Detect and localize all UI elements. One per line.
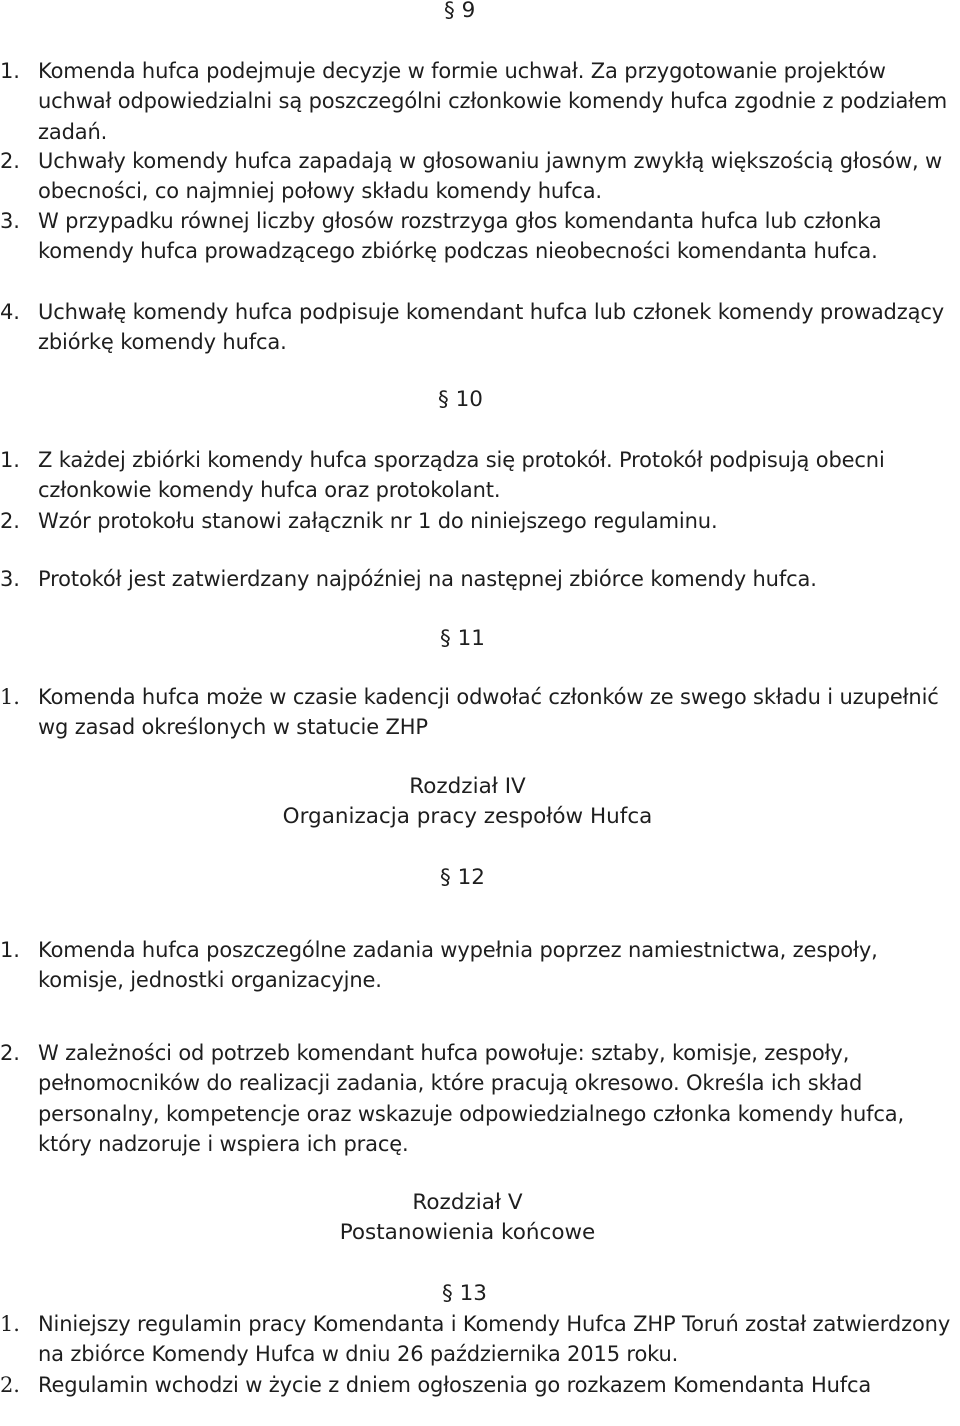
list-item (0, 935, 960, 996)
list-item (0, 1370, 960, 1400)
list-item (0, 56, 960, 147)
item-number: 2. (0, 149, 20, 173)
item-text: Protokół jest zatwierdzany najpóźniej na następnej zbiórce komendy hufca. (38, 567, 817, 591)
list-item (0, 445, 960, 506)
section-heading-10: § 10 (438, 387, 483, 412)
item-number: 3. (0, 209, 20, 233)
chapter-title: Rozdział IV (409, 774, 526, 799)
list-item (0, 146, 960, 207)
section-heading-12: § 12 (440, 865, 485, 890)
section-heading-9: § 9 (444, 0, 476, 23)
item-number: 1. (0, 59, 20, 83)
item-number: 2. (0, 1373, 20, 1397)
item-text: Wzór protokołu stanowi załącznik nr 1 do niniejszego regulaminu. (38, 509, 718, 533)
item-text: Komenda hufca podejmuje decyzje w formie uchwał. Za przygotowanie projektów uchwał odpowiedzialni są poszczególni członkowie komendy hufca zgodnie z podziałem zadań. (38, 59, 948, 144)
item-text: W zależności od potrzeb komendant hufca powołuje: sztaby, komisje, zespoły, pełnomocników do realizacji zadania, które pracują okresowo. Określa ich skład personalny, kompetencje oraz wskazuje odpowiedzialnego członka komendy hufca, który nadzoruje i wspiera ich pracę. (38, 1041, 904, 1157)
list-item (0, 564, 960, 594)
list-item (0, 297, 960, 358)
item-text: Regulamin wchodzi w życie z dniem ogłoszenia go rozkazem Komendanta Hufca (38, 1373, 872, 1397)
section-heading-13: § 13 (442, 1281, 487, 1306)
list-item (0, 1309, 960, 1370)
chapter-title: Rozdział V (412, 1190, 523, 1215)
item-number: 1. (0, 1312, 20, 1336)
item-number: 2. (0, 1041, 20, 1065)
item-text: Z każdej zbiórki komendy hufca sporządza się protokół. Protokół podpisują obecni członkowie komendy hufca oraz protokolant. (38, 448, 885, 503)
chapter-subtitle: Organizacja pracy zespołów Hufca (282, 804, 653, 829)
list-item (0, 682, 960, 743)
item-text: W przypadku równej liczby głosów rozstrzyga głos komendanta hufca lub członka komendy hufca prowadzącego zbiórkę podczas nieobecności komendanta hufca. (38, 209, 882, 264)
list-item (0, 506, 960, 536)
item-text: Komenda hufca może w czasie kadencji odwołać członków ze swego składu i uzupełnić wg zasad określonych w statucie ZHP (38, 685, 939, 740)
item-number: 3. (0, 567, 20, 591)
list-item (0, 1038, 960, 1160)
list-item (0, 206, 960, 267)
section-heading-11: § 11 (440, 626, 485, 651)
item-number: 1. (0, 448, 20, 472)
item-text: Uchwały komendy hufca zapadają w głosowaniu jawnym zwykłą większością głosów, w obecności, co najmniej połowy składu komendy hufca. (38, 149, 943, 204)
item-number: 1. (0, 685, 20, 709)
item-number: 2. (0, 509, 20, 533)
item-text: Niniejszy regulamin pracy Komendanta i Komendy Hufca ZHP Toruń został zatwierdzony na zbiórce Komendy Hufca w dniu 26 października 2015 roku. (38, 1312, 951, 1367)
item-text: Komenda hufca poszczególne zadania wypełnia poprzez namiestnictwa, zespoły, komisje, jednostki organizacyjne. (38, 938, 878, 993)
item-text: Uchwałę komendy hufca podpisuje komendant hufca lub członek komendy prowadzący zbiórkę komendy hufca. (38, 300, 945, 355)
item-number: 4. (0, 300, 20, 324)
item-number: 1. (0, 938, 20, 962)
chapter-subtitle: Postanowienia końcowe (339, 1220, 596, 1245)
